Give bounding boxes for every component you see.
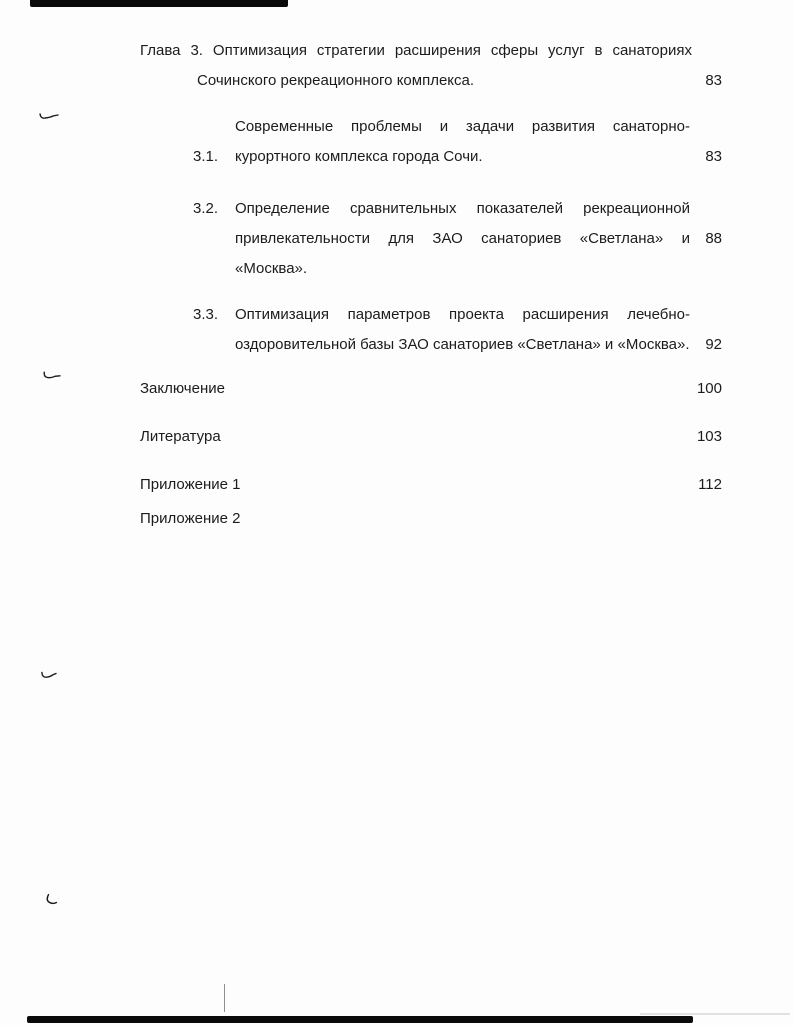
entry-page-number: 100 (696, 380, 722, 397)
section-title: Современные проблемы и задачи развития санаторно-курортного комплекса города Сочи. (235, 118, 690, 165)
scan-artifact-vertical-line (224, 984, 225, 1012)
entry-page-number: 112 (698, 476, 722, 493)
toc-content (140, 36, 722, 534)
handwritten-scan-mark (40, 667, 59, 680)
entry-title: Приложение 1 (140, 476, 241, 493)
toc-entry-row (140, 374, 722, 404)
entry-title: Литература (140, 428, 221, 445)
chapter-label: Глава 3. (140, 42, 203, 59)
section-page-number: 92 (705, 336, 722, 353)
section-page-number: 88 (705, 230, 722, 247)
toc-entry-row (140, 504, 722, 534)
chapter-heading (140, 36, 692, 96)
entry-page-number (241, 504, 723, 534)
section-page-number: 83 (705, 148, 722, 165)
toc-entry-row (140, 470, 722, 500)
section-number: 3.1. (193, 148, 219, 165)
scan-artifact-top-bar (30, 0, 288, 7)
section-number: 3.2. (193, 200, 219, 217)
entry-page-number: 103 (696, 428, 722, 445)
scan-artifact-bottom-faint-line (640, 1013, 790, 1015)
chapter-title: Оптимизация стратегии расширения сферы услуг в санаториях Сочинского рекреационного комплекса. (197, 42, 692, 89)
toc-section-row (193, 300, 722, 360)
entry-title: Заключение (140, 380, 225, 397)
handwritten-scan-mark (38, 108, 60, 122)
toc-section-row (193, 112, 722, 172)
section-title: Оптимизация параметров проекта расширения лечебно-оздоровительной базы ЗАО санаториев «Светлана» и «Москва». (235, 306, 690, 353)
toc-section-row (193, 194, 722, 284)
scan-artifact-bottom-bar (27, 1016, 693, 1023)
handwritten-scan-mark (42, 891, 62, 909)
section-title: Определение сравнительных показателей рекреационной привлекательности для ЗАО санаториев «Светлана» и «Москва». (235, 200, 690, 277)
handwritten-scan-mark (41, 367, 62, 383)
toc-entry-row (140, 422, 722, 452)
toc-chapter-row (140, 36, 722, 96)
section-number: 3.3. (193, 306, 219, 323)
chapter-page-number: 83 (705, 72, 722, 89)
entry-title: Приложение 2 (140, 510, 241, 527)
